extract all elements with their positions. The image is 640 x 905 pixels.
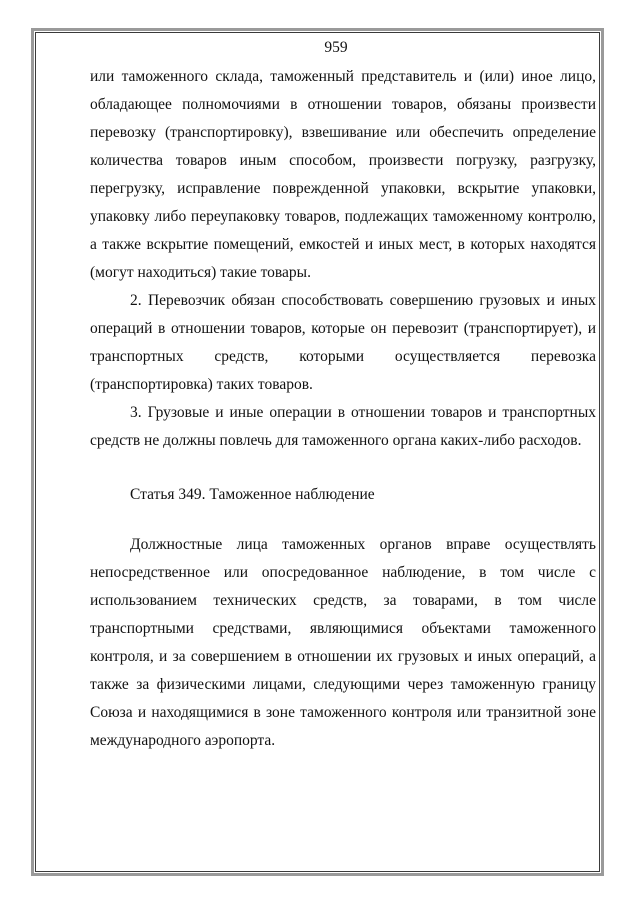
document-body (90, 34, 596, 755)
page-number: 959 (324, 39, 348, 56)
paragraph-item-2: 2. Перевозчик обязан способствовать совершению грузовых и иных операций в отношении товаров, которые он перевозит (транспортирует), и транспортных средств, которыми осуществляется перевозка (транспортировка) таких товаров. (90, 292, 596, 393)
paragraph-item-3: 3. Грузовые и иные операции в отношении товаров и транспортных средств не должны повлечь для таможенного органа каких-либо расходов. (90, 404, 596, 449)
article-heading: Статья 349. Таможенное наблюдение (130, 486, 375, 503)
paragraph-continuation: или таможенного склада, таможенный представитель и (или) иное лицо, обладающее полномочиями в отношении товаров, обязаны произвести перевозку (транспортировку), взвешивание или обеспечить определение количества товаров иным способом, произвести погрузку, разгрузку, перегрузку, исправление поврежденной упаковки, вскрытие упаковки, упаковку либо переупаковку товаров, подлежащих таможенному контролю, а также вскрытие помещений, емкостей и иных мест, в которых находятся (могут находиться) такие товары. (90, 68, 596, 281)
paragraph-article-349: Должностные лица таможенных органов вправе осуществлять непосредственное или опосредованное наблюдение, в том числе с использованием технических средств, за товарами, в том числе транспортными средствами, являющимися объектами таможенного контроля, и за совершением в отношении их грузовых и иных операций, а также за физическими лицами, следующими через таможенную границу Союза и находящимися в зоне таможенного контроля или транзитной зоне международного аэропорта. (90, 536, 596, 749)
